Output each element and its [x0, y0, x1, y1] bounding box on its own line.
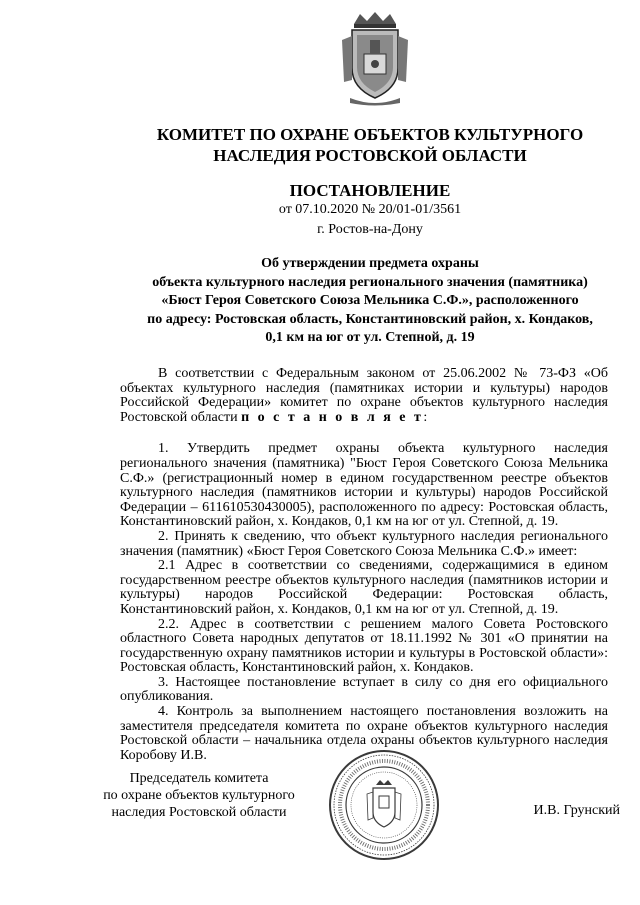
preamble-paragraph [120, 367, 608, 425]
org-line-1: КОМИТЕТ ПО ОХРАНЕ ОБЪЕКТОВ КУЛЬТУРНОГО [156, 125, 584, 144]
document-body [120, 367, 608, 763]
clause-2-1: 2.1 Адрес в соответствии со сведениями, содержащимися в едином государственном реестре объектов культурного наследия (памятников истории и культуры) народов Российской Федерации: Ростовская область, Константиновский район, х. Кондаков, 0,1 км на юг от ул. Степной, д. 19. [120, 558, 608, 617]
clause-2: 2. Принять к сведению, что объект культурного наследия регионального значения (памятник) «Бюст Героя Советского Союза Мельника С.Ф.» имеет: [120, 528, 608, 559]
preamble-text: В соответствии с Федеральным законом от 25.06.2002 № 73-ФЗ «Об объектах культурного наследия (памятниках истории и культуры) народов Российской Федерации» комитет по охране объектов культурного наследия Ростовской области [120, 366, 608, 425]
clause-2-2: 2.2. Адрес в соответствии с решением малого Совета Ростовского областного Совета народных депутатов от 18.11.1992 № 301 «О принятии на государственную охрану памятников истории и культуры в Ростовской области»: Ростовская область, Константиновский район, х. Кондаков. [120, 616, 608, 676]
resolves-word: п о с т а н о в л я е т [241, 409, 424, 425]
signatory-position [76, 770, 322, 821]
official-seal-icon [327, 748, 441, 862]
signatory-name: И.В. Грунский [533, 803, 620, 818]
coat-of-arms-icon [340, 10, 410, 108]
document-type: ПОСТАНОВЛЕНИЕ [289, 181, 451, 200]
title-line: 0,1 км на юг от ул. Степной, д. 19 [265, 330, 475, 346]
document-number: от 07.10.2020 № 20/01-01/3561 [278, 202, 462, 217]
clause-3: 3. Настоящее постановление вступает в силу со дня его официального опубликования. [120, 674, 608, 705]
position-line: по охране объектов культурного [103, 788, 295, 803]
position-line: Председатель комитета [129, 771, 269, 786]
title-line: Об утверждении предмета охраны [261, 256, 479, 271]
clause-1: 1. Утвердить предмет охраны объекта культурного наследия регионального значения (памятника) "Бюст Героя Советского Союза Мельника С.Ф.» (регистрационный номер в едином государственном реестре объектов культурного наследия (памятников истории и культуры) народов Российской Федерации – 611610530430005), расположенного по адресу: Ростовская область, Константиновский район, х. Кондаков, 0,1 км на юг от ул. Степной, д. 19. [120, 441, 608, 530]
position-line: наследия Ростовской области [111, 805, 287, 820]
title-line: объекта культурного наследия регионального значения (памятника) [152, 274, 588, 290]
document-city: г. Ростов-на-Дону [317, 222, 423, 237]
title-line: по адресу: Ростовская область, Константиновский район, х. Кондаков, [147, 311, 593, 327]
clause-4: 4. Контроль за выполнением настоящего постановления возложить на заместителя председателя комитета по охране объектов культурного наследия Ростовской области – начальника отдела охраны объектов культурного наследия Коробову И.В. [120, 704, 608, 763]
organization-name [120, 124, 620, 166]
preamble-end: : [423, 409, 428, 425]
org-line-2: НАСЛЕДИЯ РОСТОВСКОЙ ОБЛАСТИ [213, 146, 527, 165]
title-line: «Бюст Героя Советского Союза Мельника С.Ф.», расположенного [161, 293, 579, 309]
document-title [100, 255, 640, 348]
